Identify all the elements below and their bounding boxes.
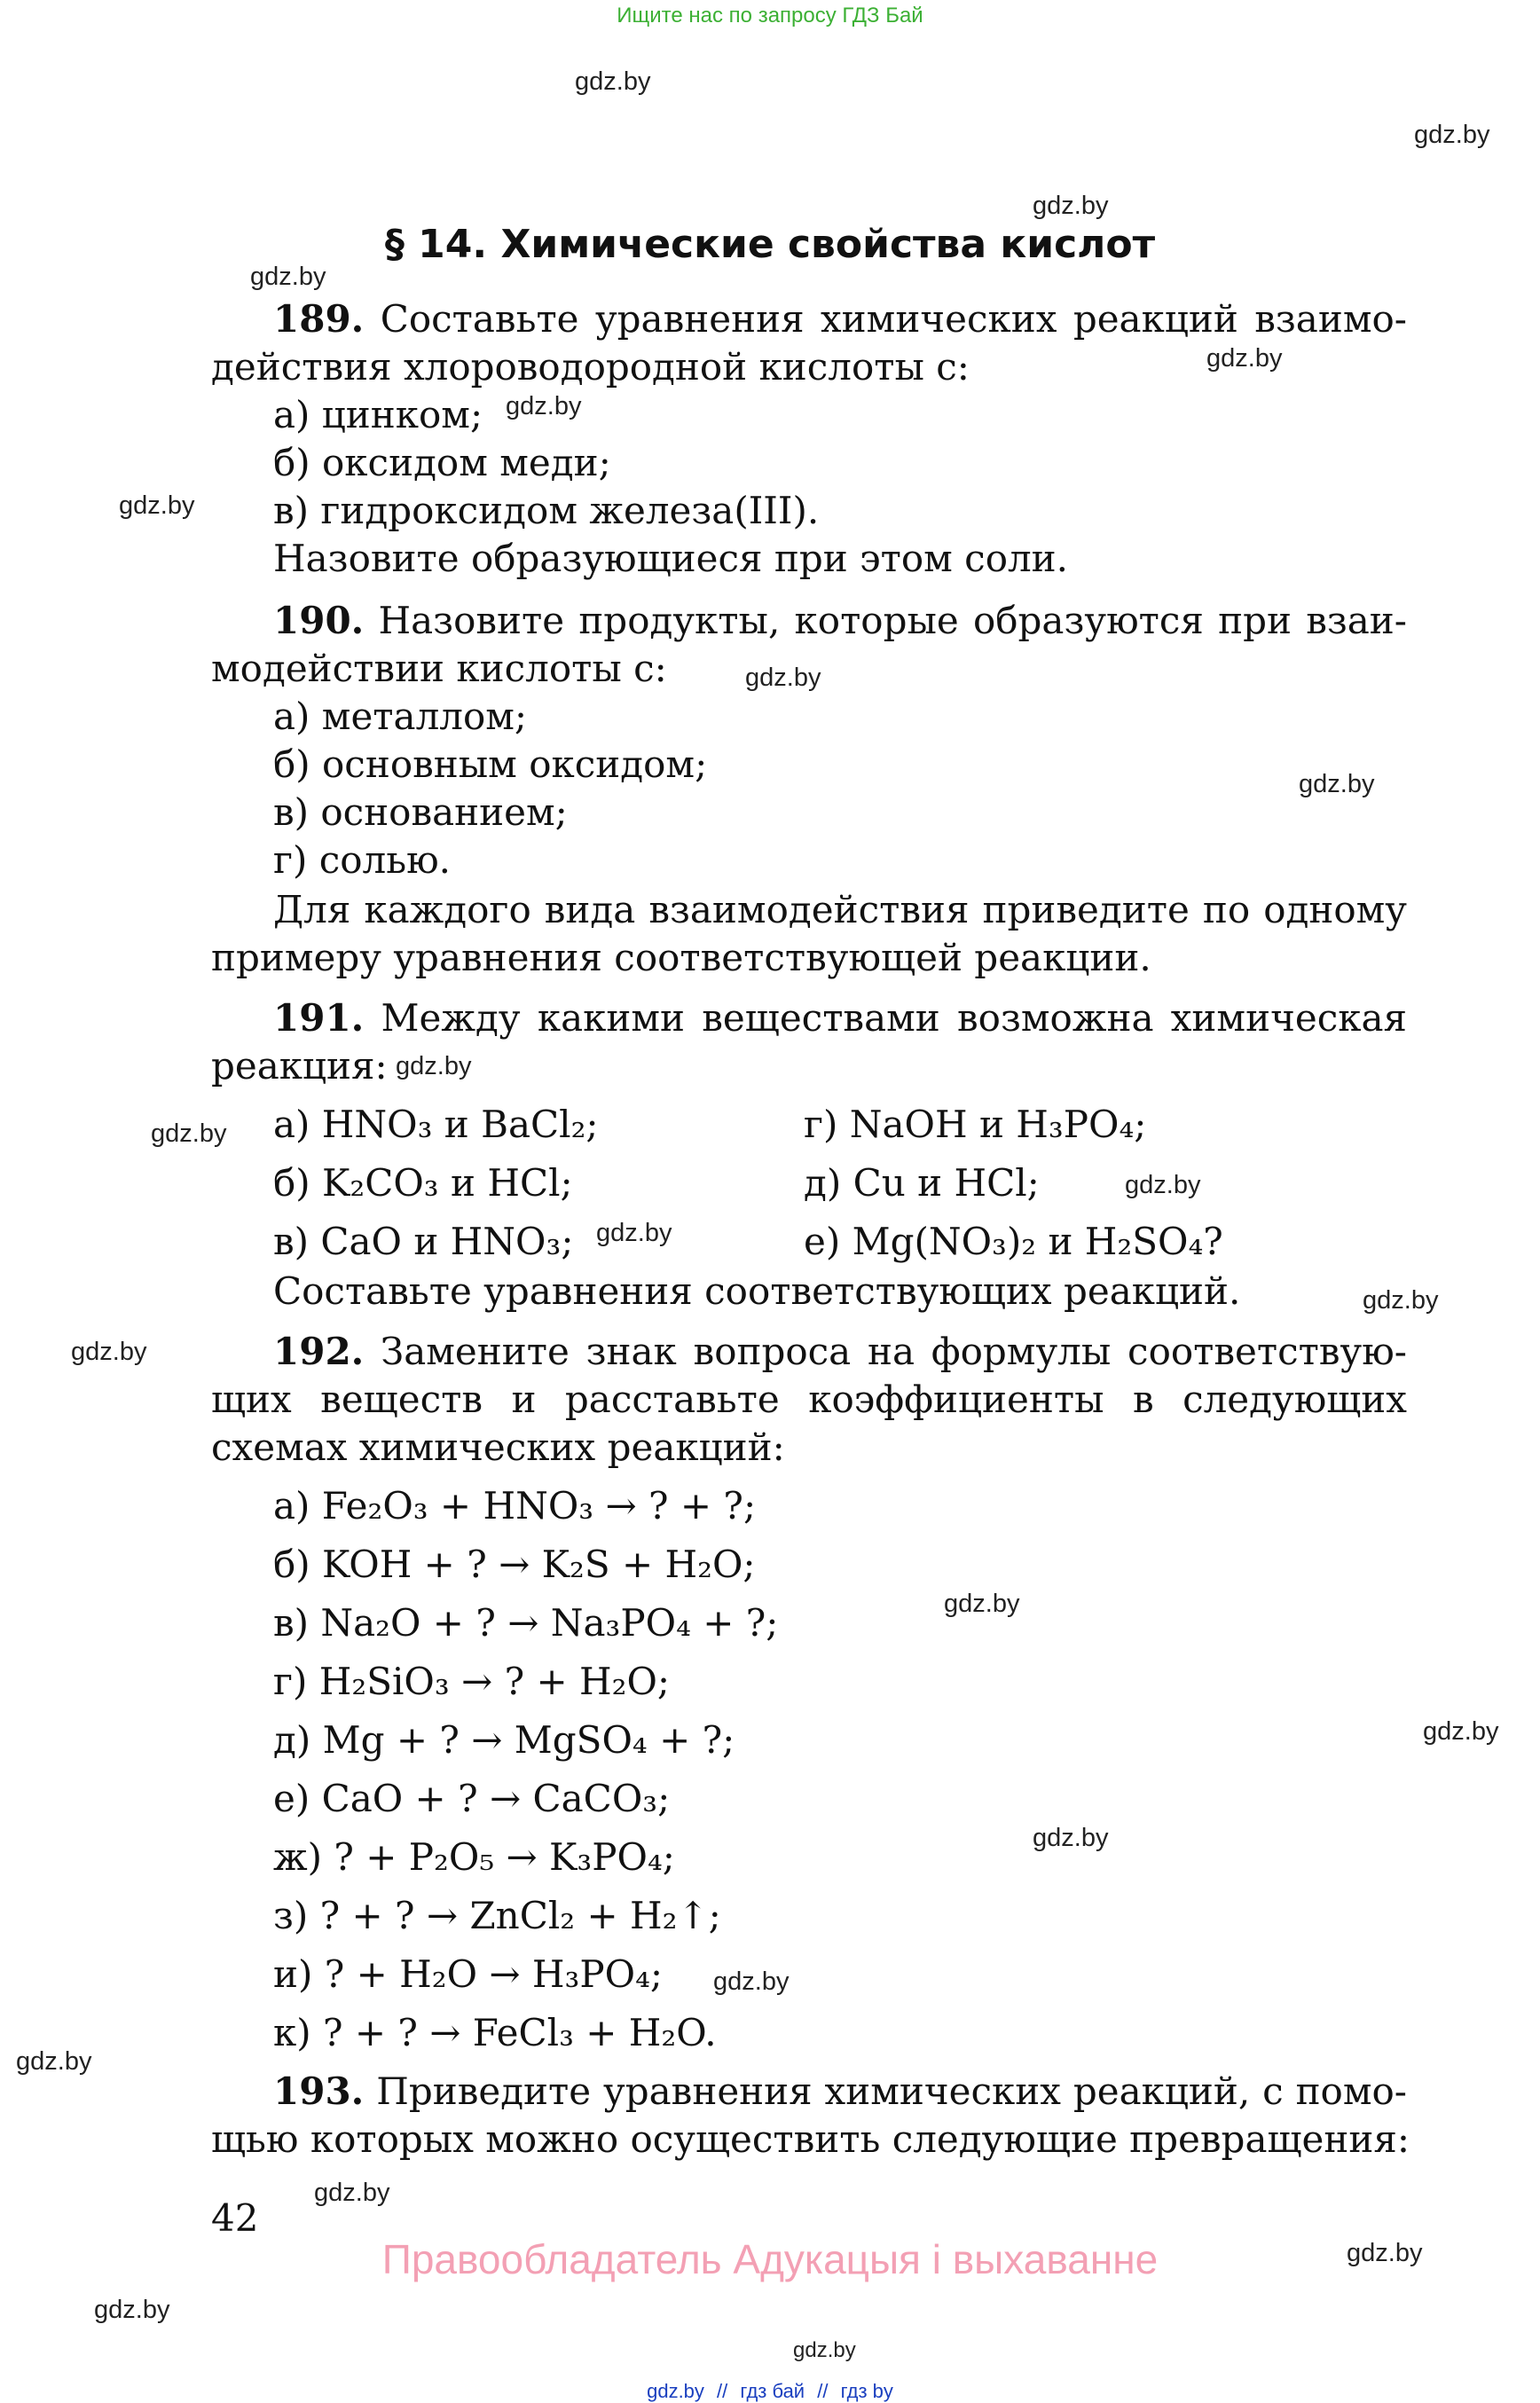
watermark: gdz.by: [1347, 2239, 1423, 2267]
list-item: а) металлом;: [273, 695, 528, 738]
text-line: Составьте уравнения соответствующих реакций.: [273, 1269, 1241, 1313]
list-item: а) HNO₃ и BaCl₂;: [273, 1103, 599, 1146]
top-banner[interactable]: Ищите нас по запросу ГДЗ Бай: [617, 4, 923, 27]
list-item: д) Mg + ? → MgSO₄ + ?;: [273, 1718, 735, 1762]
watermark: gdz.by: [151, 1119, 227, 1148]
watermark: gdz.by: [745, 664, 821, 692]
task-number: 193.: [273, 2069, 365, 2113]
task-number: 190.: [273, 599, 365, 642]
text-line: щих веществ и расставьте коэффициенты в следующих: [211, 1378, 1407, 1421]
watermark: gdz.by: [250, 263, 326, 291]
task-192-line: [273, 1331, 1407, 1373]
watermark: gdz.by: [94, 2296, 170, 2324]
watermark: gdz.by: [1206, 344, 1283, 373]
text-line: щью которых можно осуществить следующие превращения:: [211, 2117, 1410, 2161]
list-item: в) CaO и HNO₃;: [273, 1220, 574, 1263]
list-item: б) оксидом меди;: [273, 441, 611, 484]
list-item: г) H₂SiO₃ → ? + H₂O;: [273, 1660, 671, 1703]
text-line: Назовите образующиеся при этом соли.: [273, 537, 1069, 580]
list-item: е) Mg(NO₃)₂ и H₂SO₄?: [804, 1220, 1223, 1263]
task-191-line: [273, 997, 1407, 1040]
footer-link-gdz-bai[interactable]: гдз бай: [740, 2380, 805, 2402]
footer-links: [0, 2380, 1540, 2403]
copyright-holder: Правообладатель Адукацыя і выхаванне: [381, 2236, 1159, 2282]
list-item: а) Fe₂O₃ + HNO₃ → ? + ?;: [273, 1484, 757, 1527]
list-item: д) Cu и HCl;: [804, 1161, 1040, 1205]
task-number: 192.: [273, 1330, 365, 1373]
watermark: gdz.by: [793, 2338, 856, 2362]
footer-link-gdz-by-alt[interactable]: гдз by: [840, 2380, 893, 2402]
list-item: з) ? + ? → ZnCl₂ + H₂↑;: [273, 1894, 721, 1937]
watermark: gdz.by: [1423, 1717, 1499, 1746]
task-193-line: [273, 2070, 1407, 2113]
watermark: gdz.by: [1033, 1824, 1109, 1852]
footer-separator: //: [717, 2380, 728, 2402]
watermark: gdz.by: [713, 1967, 790, 1996]
footer-separator: //: [817, 2380, 829, 2402]
text-line: примеру уравнения соответствующей реакции.: [211, 936, 1151, 979]
list-item: а) цинком;: [273, 393, 483, 436]
list-item: е) CaO + ? → CaCO₃;: [273, 1777, 671, 1820]
task-number: 189.: [273, 297, 365, 341]
watermark: gdz.by: [314, 2179, 390, 2207]
footer-link-gdz-by[interactable]: gdz.by: [647, 2380, 704, 2402]
watermark: gdz.by: [1299, 770, 1375, 798]
list-item: и) ? + H₂O → H₃PO₄;: [273, 1952, 664, 1996]
task-number: 191.: [273, 996, 365, 1040]
task-text: Между какими веществами возможна химическая: [364, 996, 1407, 1040]
watermark: gdz.by: [396, 1052, 472, 1080]
list-item: в) Na₂O + ? → Na₃PO₄ + ?;: [273, 1601, 779, 1645]
list-item: ж) ? + P₂O₅ → K₃PO₄;: [273, 1835, 675, 1879]
task-189-line: [273, 298, 1407, 341]
watermark: gdz.by: [1414, 121, 1490, 149]
text-line: модействии кислоты с:: [211, 647, 667, 690]
task-text: Назовите продукты, которые образуются при взаи-: [364, 599, 1407, 642]
text-line: Для каждого вида взаимодействия приведите по одному: [273, 888, 1407, 931]
task-text: Составьте уравнения химических реакций взаимо-: [364, 297, 1407, 341]
text-line: реакция:: [211, 1044, 388, 1088]
list-item: к) ? + ? → FeCl₃ + H₂O.: [273, 2011, 717, 2054]
list-item: б) K₂CO₃ и HCl;: [273, 1161, 573, 1205]
text-line: схемах химических реакций:: [211, 1425, 785, 1469]
watermark: gdz.by: [119, 491, 195, 520]
page-title: § 14. Химические свойства кислот: [384, 222, 1156, 267]
list-item: г) NaOH и H₃PO₄;: [804, 1103, 1147, 1146]
list-item: в) основанием;: [273, 790, 568, 834]
watermark: gdz.by: [596, 1219, 672, 1247]
watermark: gdz.by: [506, 392, 582, 420]
task-text: Приведите уравнения химических реакций, с помо-: [364, 2069, 1407, 2113]
watermark: gdz.by: [1125, 1171, 1201, 1199]
watermark: gdz.by: [1363, 1286, 1439, 1315]
page-number: 42: [211, 2196, 259, 2240]
watermark: gdz.by: [575, 67, 651, 96]
watermark: gdz.by: [16, 2047, 92, 2076]
task-190-line: [273, 600, 1407, 642]
list-item: в) гидроксидом железа(III).: [273, 489, 820, 532]
task-text: Замените знак вопроса на формулы соответствую-: [364, 1330, 1407, 1373]
list-item: г) солью.: [273, 838, 452, 882]
watermark: gdz.by: [944, 1590, 1020, 1618]
watermark: gdz.by: [1033, 192, 1109, 220]
list-item: б) основным оксидом;: [273, 742, 708, 786]
text-line: действия хлороводородной кислоты с:: [211, 345, 970, 389]
list-item: б) KOH + ? → K₂S + H₂O;: [273, 1543, 756, 1586]
watermark: gdz.by: [71, 1338, 147, 1366]
